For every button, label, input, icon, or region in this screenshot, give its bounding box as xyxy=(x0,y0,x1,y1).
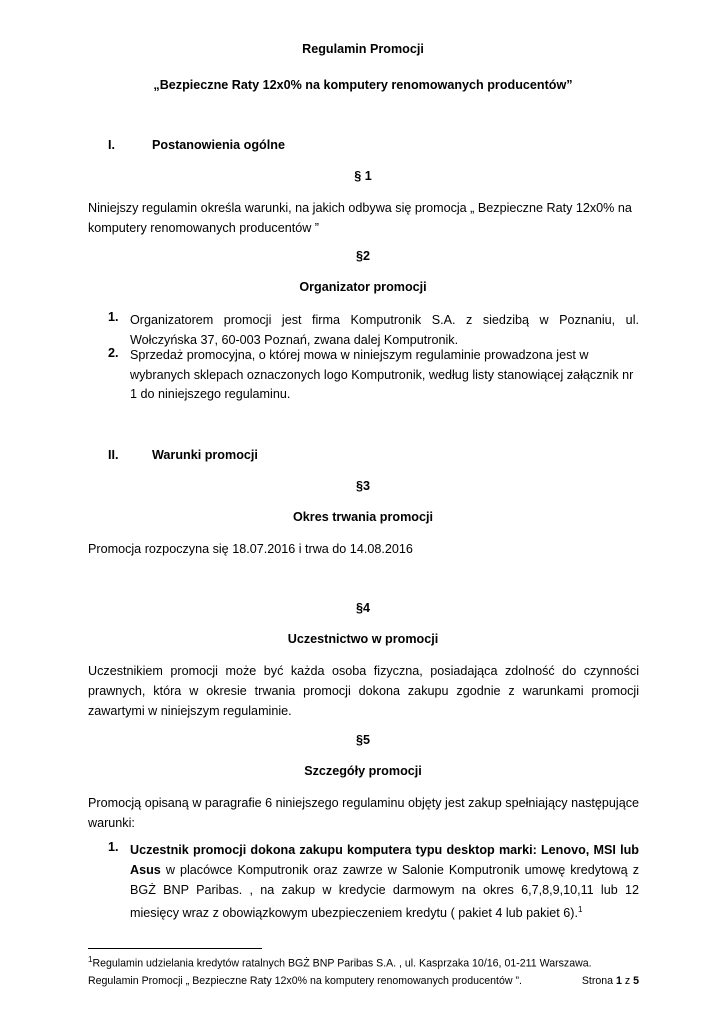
list-item-number: 2. xyxy=(108,346,119,360)
paragraph-5-heading: §5 xyxy=(355,733,370,747)
footnote-number: 1 xyxy=(88,955,93,964)
paragraph-3-subheading: Okres trwania promocji xyxy=(293,510,433,524)
list-item xyxy=(130,840,639,923)
paragraph-2-heading: §2 xyxy=(355,249,370,263)
list-item: Sprzedaż promocyjna, o której mowa w niniejszym regulaminie prowadzona jest w wybranych sklepach oznaczonych logo Komputronik, według listy stanowiącej załącznik nr 1 do niniejszego regulaminu. xyxy=(130,348,634,402)
paragraph-1-text: Niniejszy regulamin określa warunki, na jakich odbywa się promocja „ Bezpieczne Raty 12x0% na komputery renomowanych producentów ” xyxy=(88,201,632,235)
list-item-number: 1. xyxy=(108,310,119,324)
list-item-number: 1. xyxy=(108,840,119,854)
section-1-title: Postanowienia ogólne xyxy=(152,138,285,152)
section-1-number: I. xyxy=(108,138,115,152)
footer-text: Regulamin Promocji „ Bezpieczne Raty 12x0% na komputery renomowanych producentów ”. xyxy=(88,975,522,987)
paragraph-1-heading: § 1 xyxy=(354,169,372,183)
section-2-number: II. xyxy=(108,448,119,462)
paragraph-4-heading: §4 xyxy=(355,601,370,615)
page-current: 1 xyxy=(615,975,622,987)
paragraph-5-text: Promocją opisaną w paragrafie 6 niniejszego regulaminu objęty jest zakup spełniający następujące warunki: xyxy=(88,796,639,830)
page-total: 5 xyxy=(633,975,639,987)
footnote-text: Regulamin udzielania kredytów ratalnych BGŻ BNP Paribas S.A. , ul. Kasprzaka 10/16, 01-211 Warszawa. xyxy=(92,957,592,970)
list-item-text: w placówce Komputronik oraz zawrze w Salonie Komputronik umowę kredytową z BGŻ BNP Paribas. , na zakup w kredycie darmowym na okres 6,7,8,9,10,11 lub 12 miesięcy wraz z obowiązkowym ubezpieczeniem kredytu ( pakiet 4 lub pakiet 6). xyxy=(130,863,639,921)
list-item-bold-text: Uczestnik promocji dokona zakupu komputera typu desktop marki: Lenovo, MSI lub Asus xyxy=(130,843,639,877)
paragraph-3-heading: §3 xyxy=(355,479,370,493)
paragraph-5-subheading: Szczegóły promocji xyxy=(304,764,422,778)
page-label: Strona xyxy=(581,975,614,987)
footnote-reference: 1 xyxy=(577,905,583,914)
document-subtitle: „Bezpieczne Raty 12x0% na komputery renomowanych producentów” xyxy=(153,78,573,92)
list-item: Organizatorem promocji jest firma Komputronik S.A. z siedzibą w Poznaniu, ul. Wołczyńska 37, 60-003 Poznań, zwana dalej Komputronik. xyxy=(130,313,639,347)
footnote xyxy=(88,955,592,970)
document-title: Regulamin Promocji xyxy=(302,42,424,56)
paragraph-3-text: Promocja rozpoczyna się 18.07.2016 i trwa do 14.08.2016 xyxy=(88,542,413,556)
page-number xyxy=(582,975,639,987)
section-2-title: Warunki promocji xyxy=(152,448,258,462)
paragraph-4-text: Uczestnikiem promocji może być każda osoba fizyczna, posiadająca zdolność do czynności prawnych, która w okresie trwania promocji dokona zakupu zgodnie z warunkami promocji zawartymi w niniejszym regulaminie. xyxy=(88,664,639,718)
paragraph-2-subheading: Organizator promocji xyxy=(299,280,427,294)
paragraph-4-subheading: Uczestnictwo w promocji xyxy=(287,632,439,646)
footnote-separator xyxy=(88,948,262,949)
page-separator: z xyxy=(624,975,631,987)
